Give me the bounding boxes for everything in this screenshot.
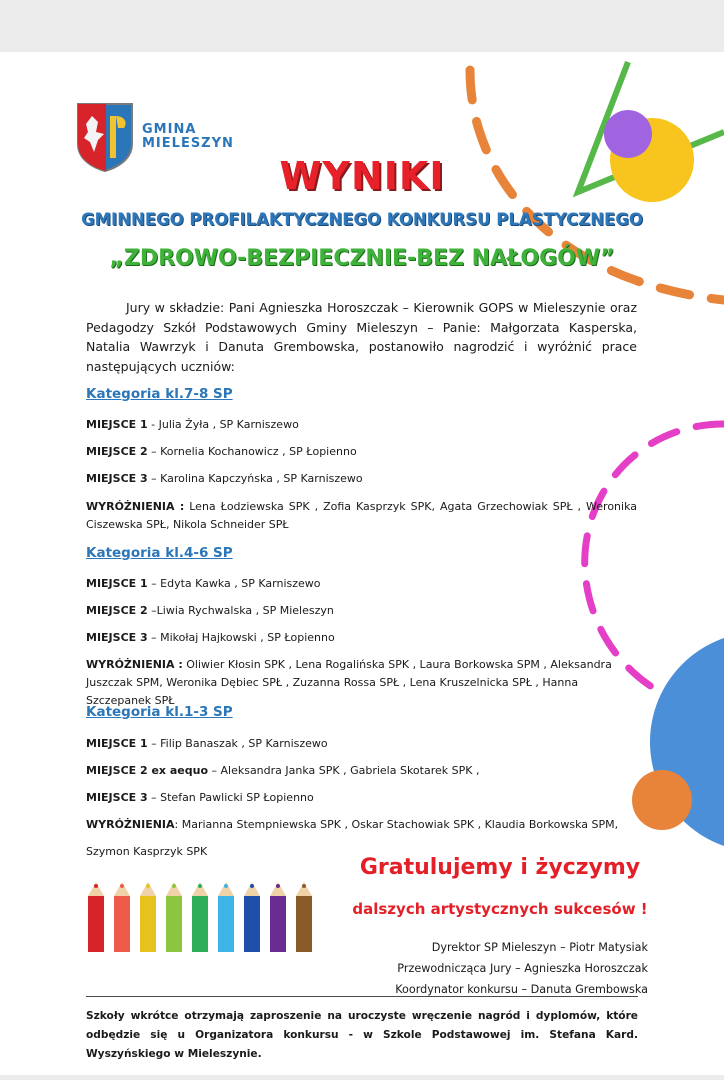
orange-circle xyxy=(632,770,692,830)
place-label: MIEJSCE 1 xyxy=(86,418,148,431)
footer-divider xyxy=(86,996,638,997)
place-winner: – Karolina Kapczyńska , SP Karniszewo xyxy=(147,472,363,485)
place-winner: – Aleksandra Janka SPK , Gabriela Skotarek SPK , xyxy=(208,764,480,777)
place-label: MIEJSCE 2 ex aequo xyxy=(86,764,208,777)
category-heading-4-6: Kategoria kl.4-6 SP xyxy=(86,545,233,561)
intro-paragraph xyxy=(86,298,637,376)
congratulations-heading: Gratulujemy i życzymy xyxy=(359,855,641,880)
page-title: WYNIKI xyxy=(279,154,445,198)
logo-line-1: GMINA xyxy=(142,122,197,137)
logo-line-2: MIELESZYN xyxy=(142,136,234,151)
place-1-row xyxy=(86,735,637,753)
honors-row xyxy=(86,498,637,534)
place-1-row xyxy=(86,416,637,434)
place-winner: – Stefan Pawlicki SP Łopienno xyxy=(147,791,314,804)
signature-director: Dyrektor SP Mieleszyn – Piotr Matysiak xyxy=(431,941,648,954)
honors-label: WYRÓŻNIENIA xyxy=(86,818,175,831)
place-label: MIEJSCE 3 xyxy=(86,791,148,804)
intro-text: Jury w składzie: Pani Agnieszka Horoszczak – Kierownik GOPS w Mieleszynie oraz Pedagodzy Szkół Podstawowych Gminy Mieleszyn – Panie: Małgorzata Kasperska, Natalia Wawrzyk i Danuta Grembowska, postanowiło nagrodzić i wyróżnić prace następujących uczniów: xyxy=(86,300,637,374)
place-2-row xyxy=(86,443,637,461)
place-label: MIEJSCE 3 xyxy=(86,631,148,644)
category-heading-1-3: Kategoria kl.1-3 SP xyxy=(86,704,233,720)
category-heading-7-8: Kategoria kl.7-8 SP xyxy=(86,386,233,402)
honors-label: WYRÓŻNIENIA : xyxy=(86,658,183,671)
place-winner: – Kornelia Kochanowicz , SP Łopienno xyxy=(147,445,357,458)
purple-circle xyxy=(604,110,652,158)
place-label: MIEJSCE 2 xyxy=(86,445,148,458)
honors-label: WYRÓŻNIENIA : xyxy=(86,500,185,513)
place-winner: – Edyta Kawka , SP Karniszewo xyxy=(147,577,321,590)
place-winner: - Julia Żyła , SP Karniszewo xyxy=(147,418,299,431)
honors-row-continued: Szymon Kasprzyk SPK xyxy=(86,845,208,858)
footer-note: Szkoły wkrótce otrzymają zaproszenie na uroczyste wręczenie nagród i dyplomów, które odbędzie się u Organizatora konkursu - w Szkole Podstawowej im. Stefana Kard. Wyszyńskiego w Mieleszynie. xyxy=(86,1010,638,1060)
place-2-row xyxy=(86,602,637,620)
honors-row xyxy=(86,656,637,710)
honors-row xyxy=(86,816,637,834)
place-3-row xyxy=(86,629,637,647)
results-poster xyxy=(0,52,724,1075)
colored-pencils-icon xyxy=(86,882,322,954)
honors-list: Oliwier Kłosin SPK , Lena Rogalińska SPK , Laura Borkowska SPM , Aleksandra Juszczak SPM, Weronika Dębiec SPŁ , Zuzanna Rossa SPŁ , Lena Kruszelnicka SPŁ , Hanna Szczepanek SPŁ xyxy=(86,658,612,707)
place-winner: – Filip Banaszak , SP Karniszewo xyxy=(147,737,328,750)
place-3-row xyxy=(86,470,637,488)
place-label: MIEJSCE 2 xyxy=(86,604,148,617)
signature-jury-chair: Przewodnicząca Jury – Agnieszka Horoszczak xyxy=(397,962,648,975)
place-2-row xyxy=(86,762,637,780)
contest-subtitle: GMINNEGO PROFILAKTYCZNEGO KONKURSU PLASTYCZNEGO xyxy=(81,210,643,229)
place-1-row xyxy=(86,575,637,593)
place-label: MIEJSCE 1 xyxy=(86,577,148,590)
place-label: MIEJSCE 3 xyxy=(86,472,148,485)
congratulations-subheading: dalszych artystycznych sukcesów ! xyxy=(352,900,648,918)
contest-motto: „ZDROWO-BEZPIECZNIE-BEZ NAŁOGÓW” xyxy=(109,246,615,271)
place-3-row xyxy=(86,789,637,807)
place-label: MIEJSCE 1 xyxy=(86,737,148,750)
honors-list: Lena Łodziewska SPK , Zofia Kasprzyk SPK, Agata Grzechowiak SPŁ , Weronika Ciszewska SPŁ, Nikola Schneider SPŁ xyxy=(86,500,637,531)
place-winner: –Liwia Rychwalska , SP Mieleszyn xyxy=(147,604,334,617)
place-winner: – Mikołaj Hajkowski , SP Łopienno xyxy=(147,631,335,644)
honors-list: : Marianna Stempniewska SPK , Oskar Stachowiak SPK , Klaudia Borkowska SPM, xyxy=(174,818,619,831)
signature-coordinator: Koordynator konkursu – Danuta Grembowska xyxy=(395,983,648,996)
